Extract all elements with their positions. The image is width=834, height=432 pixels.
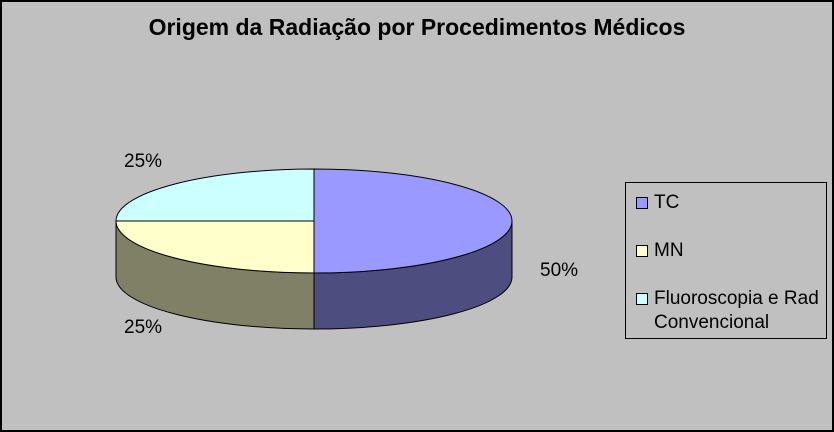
legend-label-mn: MN [654,240,684,261]
legend-label-fluoroscopia: Fluoroscopia e Rad Convencional [654,288,819,333]
data-label-fluoroscopia: 25% [124,151,163,172]
legend-item-fluoroscopia [636,287,824,335]
pie-slice-fluoroscopia [116,169,314,221]
legend-item-tc [636,191,824,215]
legend-swatch-mn [636,245,648,257]
chart-title: Origem da Radiação por Procedimentos Médicos [148,14,686,40]
legend-swatch-fluoroscopia [636,293,648,305]
legend-item-mn [636,239,824,263]
legend-swatch-tc [636,197,648,209]
data-label-tc: 50% [540,260,579,281]
data-label-mn: 25% [124,317,163,338]
legend [625,182,827,339]
legend-label-tc: TC [654,192,680,213]
